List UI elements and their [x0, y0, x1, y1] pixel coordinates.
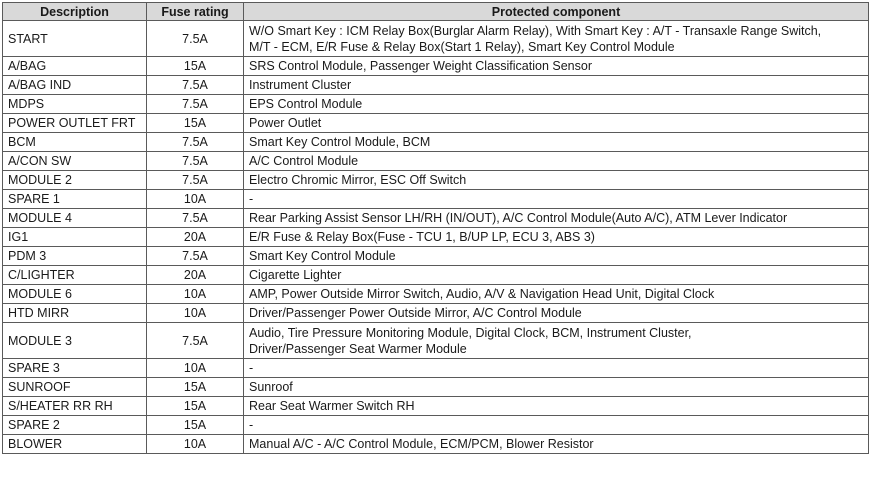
- table-row: [3, 171, 869, 190]
- cell-description: START: [3, 21, 147, 57]
- table-row: [3, 285, 869, 304]
- cell-description: MODULE 3: [3, 323, 147, 359]
- table-header-row: [3, 3, 869, 21]
- table-row: [3, 76, 869, 95]
- cell-fuse-rating: 7.5A: [147, 323, 244, 359]
- cell-description: SPARE 2: [3, 416, 147, 435]
- fuse-table: [2, 2, 869, 454]
- cell-description: SUNROOF: [3, 378, 147, 397]
- cell-protected-component: Smart Key Control Module: [244, 247, 869, 266]
- table-row: [3, 209, 869, 228]
- cell-description: S/HEATER RR RH: [3, 397, 147, 416]
- table-row: [3, 21, 869, 57]
- table-row: [3, 304, 869, 323]
- cell-description: MDPS: [3, 95, 147, 114]
- table-row: [3, 95, 869, 114]
- table-row: [3, 397, 869, 416]
- cell-protected-component: Rear Seat Warmer Switch RH: [244, 397, 869, 416]
- cell-protected-component: Rear Parking Assist Sensor LH/RH (IN/OUT), A/C Control Module(Auto A/C), ATM Lever Indicator: [244, 209, 869, 228]
- header-fuse-rating: Fuse rating: [147, 3, 244, 21]
- table-body: [3, 21, 869, 454]
- cell-protected-component: Manual A/C - A/C Control Module, ECM/PCM, Blower Resistor: [244, 435, 869, 454]
- cell-protected-component: Sunroof: [244, 378, 869, 397]
- cell-protected-component: Electro Chromic Mirror, ESC Off Switch: [244, 171, 869, 190]
- cell-description: MODULE 6: [3, 285, 147, 304]
- cell-protected-component: A/C Control Module: [244, 152, 869, 171]
- cell-protected-component: E/R Fuse & Relay Box(Fuse - TCU 1, B/UP LP, ECU 3, ABS 3): [244, 228, 869, 247]
- cell-protected-component: Instrument Cluster: [244, 76, 869, 95]
- table-row: [3, 152, 869, 171]
- cell-fuse-rating: 15A: [147, 416, 244, 435]
- cell-fuse-rating: 7.5A: [147, 21, 244, 57]
- cell-description: SPARE 1: [3, 190, 147, 209]
- table-row: [3, 133, 869, 152]
- cell-description: PDM 3: [3, 247, 147, 266]
- cell-fuse-rating: 7.5A: [147, 247, 244, 266]
- cell-fuse-rating: 15A: [147, 397, 244, 416]
- cell-protected-component: -: [244, 416, 869, 435]
- cell-fuse-rating: 7.5A: [147, 133, 244, 152]
- cell-protected-component: Audio, Tire Pressure Monitoring Module, Digital Clock, BCM, Instrument Cluster, Driver/Passenger Seat Warmer Module: [244, 323, 869, 359]
- cell-protected-component: Cigarette Lighter: [244, 266, 869, 285]
- cell-description: IG1: [3, 228, 147, 247]
- table-row: [3, 114, 869, 133]
- cell-fuse-rating: 10A: [147, 359, 244, 378]
- cell-fuse-rating: 10A: [147, 285, 244, 304]
- cell-fuse-rating: 10A: [147, 190, 244, 209]
- cell-protected-component: AMP, Power Outside Mirror Switch, Audio, A/V & Navigation Head Unit, Digital Clock: [244, 285, 869, 304]
- cell-protected-component: Driver/Passenger Power Outside Mirror, A/C Control Module: [244, 304, 869, 323]
- cell-protected-component: EPS Control Module: [244, 95, 869, 114]
- cell-fuse-rating: 7.5A: [147, 95, 244, 114]
- table-row: [3, 228, 869, 247]
- cell-protected-component: -: [244, 359, 869, 378]
- cell-description: MODULE 2: [3, 171, 147, 190]
- table-row: [3, 359, 869, 378]
- header-description: Description: [3, 3, 147, 21]
- cell-fuse-rating: 7.5A: [147, 76, 244, 95]
- table-row: [3, 323, 869, 359]
- table-row: [3, 57, 869, 76]
- cell-protected-component: W/O Smart Key : ICM Relay Box(Burglar Alarm Relay), With Smart Key : A/T - Transaxle Range Switch, M/T - ECM, E/R Fuse & Relay Box(Start 1 Relay), Smart Key Control Module: [244, 21, 869, 57]
- cell-fuse-rating: 15A: [147, 114, 244, 133]
- cell-fuse-rating: 7.5A: [147, 209, 244, 228]
- cell-description: HTD MIRR: [3, 304, 147, 323]
- cell-fuse-rating: 15A: [147, 378, 244, 397]
- cell-fuse-rating: 10A: [147, 304, 244, 323]
- cell-fuse-rating: 20A: [147, 228, 244, 247]
- table-row: [3, 435, 869, 454]
- cell-protected-component: SRS Control Module, Passenger Weight Classification Sensor: [244, 57, 869, 76]
- table-row: [3, 378, 869, 397]
- header-protected-component: Protected component: [244, 3, 869, 21]
- cell-description: C/LIGHTER: [3, 266, 147, 285]
- cell-fuse-rating: 20A: [147, 266, 244, 285]
- cell-protected-component: -: [244, 190, 869, 209]
- cell-fuse-rating: 15A: [147, 57, 244, 76]
- cell-description: BCM: [3, 133, 147, 152]
- cell-description: BLOWER: [3, 435, 147, 454]
- cell-fuse-rating: 7.5A: [147, 152, 244, 171]
- table-row: [3, 247, 869, 266]
- cell-fuse-rating: 7.5A: [147, 171, 244, 190]
- table-row: [3, 190, 869, 209]
- fuse-table-container: [2, 2, 869, 454]
- cell-description: POWER OUTLET FRT: [3, 114, 147, 133]
- cell-description: MODULE 4: [3, 209, 147, 228]
- cell-description: SPARE 3: [3, 359, 147, 378]
- cell-protected-component: Smart Key Control Module, BCM: [244, 133, 869, 152]
- cell-protected-component: Power Outlet: [244, 114, 869, 133]
- table-row: [3, 266, 869, 285]
- cell-description: A/BAG: [3, 57, 147, 76]
- table-row: [3, 416, 869, 435]
- cell-fuse-rating: 10A: [147, 435, 244, 454]
- cell-description: A/BAG IND: [3, 76, 147, 95]
- cell-description: A/CON SW: [3, 152, 147, 171]
